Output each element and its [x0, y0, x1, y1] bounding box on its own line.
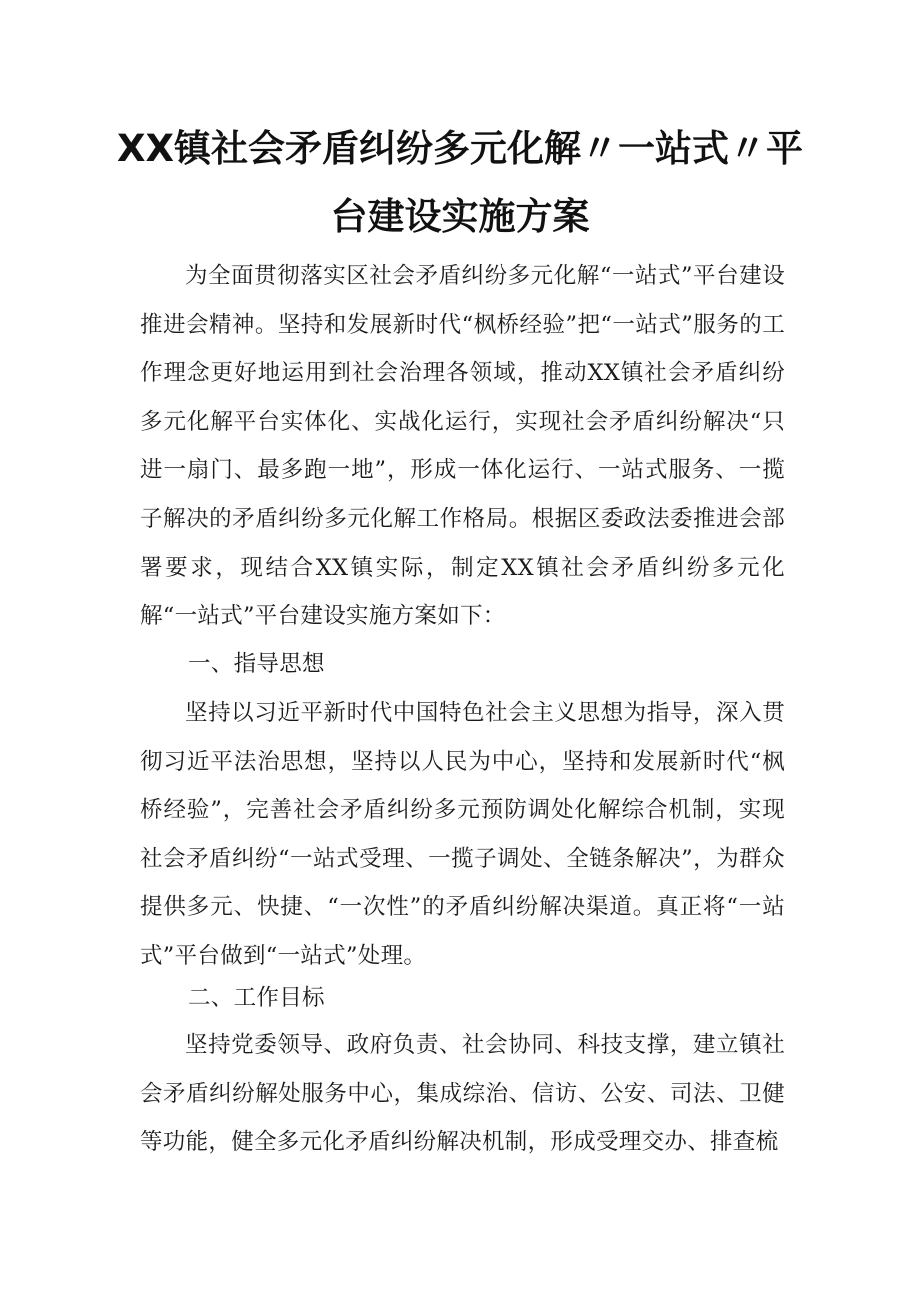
document-title-line-2: 台建设实施方案 — [330, 195, 590, 238]
section-heading-guiding-ideology: 一、指导思想 — [188, 651, 325, 677]
section-heading-work-goals: 二、工作目标 — [188, 985, 325, 1011]
guiding-ideology-paragraph: 坚持以习近平新时代中国特色社会主义思想为指导，深入贯彻习近平法治思想，坚持以人民为中心，坚持和发展新时代“枫桥经验”，完善社会矛盾纠纷多元预防调处化解综合机制，实现社会矛盾纠纷“一站式受理、一揽子调处、全链条解决”，为群众提供多元、快捷、“一次性”的矛盾纠纷解决渠道。真正将“一站式”平台做到“一站式”处理。 — [140, 700, 785, 969]
document-title-line-1: XX镇社会矛盾纠纷多元化解〃一站式〃平 — [116, 127, 804, 170]
work-goals-paragraph: 坚持党委领导、政府负责、社会协同、科技支撑，建立镇社会矛盾纠纷解处服务中心，集成综治、信访、公安、司法、卫健等功能，健全多元化矛盾纠纷解决机制，形成受理交办、排查梳 — [140, 1032, 785, 1156]
intro-paragraph: 为全面贯彻落实区社会矛盾纠纷多元化解“一站式”平台建设推进会精神。坚持和发展新时代“枫桥经验”把“一站式”服务的工作理念更好地运用到社会治理各领域，推动XX镇社会矛盾纠纷多元化解平台实体化、实战化运行，实现社会矛盾纠纷解决“只进一扇门、最多跑一地”，形成一体化运行、一站式服务、一揽子解决的矛盾纠纷多元化解工作格局。根据区委政法委推进会部署要求，现结合XX镇实际，制定XX镇社会矛盾纠纷多元化解“一站式”平台建设实施方案如下： — [140, 263, 785, 630]
